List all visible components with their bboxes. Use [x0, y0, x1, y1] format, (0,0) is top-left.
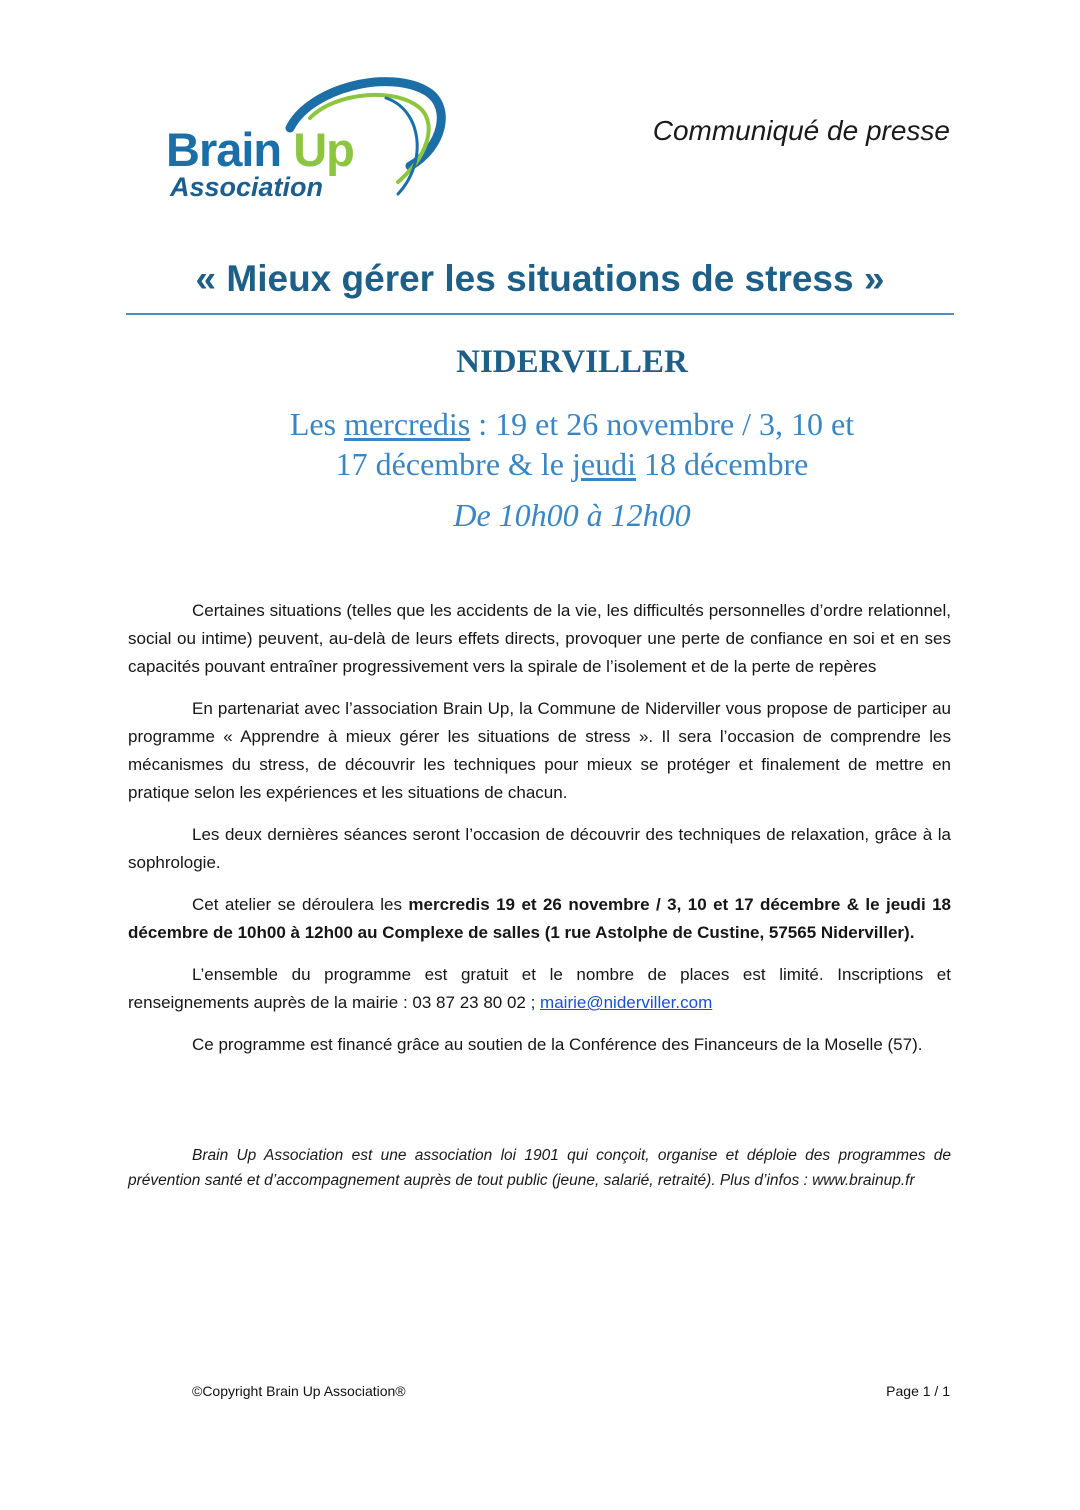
city-heading: NIDERVILLER [456, 344, 688, 380]
body-text [128, 597, 951, 1073]
footer-copyright: ©Copyright Brain Up Association® [192, 1383, 406, 1399]
logo-text-association: Association [170, 172, 324, 202]
logo-text-brain-up: Brain Up [166, 123, 354, 176]
paragraph-partnership: En partenariat avec l’association Brain Up, la Commune de Niderviller vous propose de participer au programme « Apprendre à mieux gérer les situations de stress ». Il sera l’occasion de comprendre les mécanismes du stress, de découvrir les techniques pour mieux se protéger et finalement de mettre en pratique selon les expériences et les situations de chacun. [128, 699, 951, 802]
session-dates: Les mercredis : 19 et 26 novembre / 3, 10 et 17 décembre & le jeudi 18 décembre [289, 406, 855, 482]
paragraph-intro: Certaines situations (telles que les accidents de la vie, les difficultés personnelles d’ordre relationnel, social ou intime) peuvent, au-delà de leurs effets directs, provoquer une perte de confiance en soi et en ses capacités pouvant entraîner progressivement vers la spirale de l’isolement et de la perte de repères [128, 601, 951, 676]
session-hours: De 10h00 à 12h00 [453, 497, 691, 533]
title-divider [126, 313, 954, 315]
paragraph-schedule: Cet atelier se déroulera les mercredis 19 et 26 novembre / 3, 10 et 17 décembre & le jeudi 18 décembre de 10h00 à 12h00 au Complexe de salles (1 rue Astolphe de Custine, 57565 Niderviller). [128, 895, 952, 942]
mercredis-underlined: mercredis [344, 406, 471, 442]
press-release-label: Communiqué de presse [652, 115, 950, 146]
schedule-bold: mercredis 19 et 26 novembre / 3, 10 et 17 décembre & le jeudi 18 décembre de 10h00 à 12h00 au Complexe de salles (1 rue Astolphe de Custine, 57565 Niderviller). [128, 895, 952, 942]
paragraph-relaxation: Les deux dernières séances seront l’occasion de découvrir des techniques de relaxation, grâce à la sophrologie. [128, 825, 951, 872]
page-title: « Mieux gérer les situations de stress » [195, 258, 885, 299]
footer-page-number: Page 1 / 1 [886, 1383, 950, 1399]
brain-up-logo [160, 70, 460, 210]
email-link[interactable]: mairie@niderviller.com [540, 993, 713, 1012]
jeudi-underlined: jeudi [572, 446, 636, 482]
association-note: Brain Up Association est une association loi 1901 qui conçoit, organise et déploie des programmes de prévention santé et d’accompagnement auprès de tout public (jeune, salarié, retraité). Plus d’infos : www.brainup.fr [128, 1147, 951, 1189]
paragraph-funding: Ce programme est financé grâce au soutien de la Conférence des Financeurs de la Moselle (57). [192, 1035, 923, 1054]
paragraph-registration: L’ensemble du programme est gratuit et le nombre de places est limité. Inscriptions et renseignements auprès de la mairie : 03 87 23 80 02 ; mairie@niderviller.com [128, 965, 951, 1012]
